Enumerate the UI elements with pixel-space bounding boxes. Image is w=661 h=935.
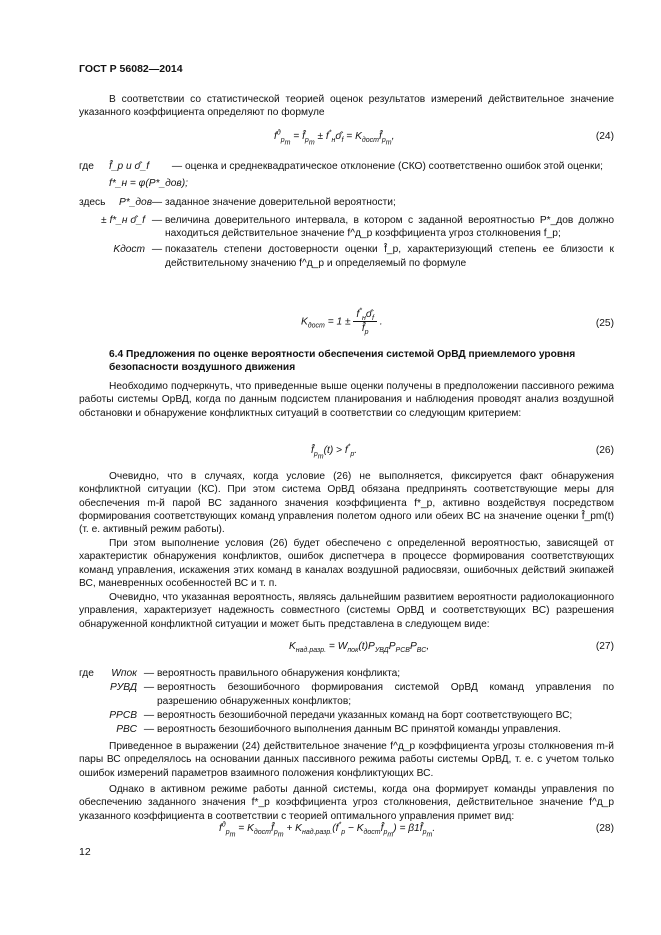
fraction-numerator: $f^*_н\sigmâ_f$ xyxy=(353,308,377,322)
section-title: 6.4 Предложения по оценке вероятности обеспечения системой ОрВД приемлемого уровня безопасности воздушного движения xyxy=(109,349,576,374)
equation-27 xyxy=(79,640,614,662)
fraction-denominator: $f̂_p$ xyxy=(361,323,369,337)
def-row xyxy=(79,177,614,190)
paragraph-text: При этом выполнение условия (26) будет обеспечено с определенной вероятностью, зависящей от характеристик обнаружения конфликтов, ошибок диспетчера в процессе формирования соответствующих команд управления, искажения этих команд в каналах воздушной радиосвязи, ошибочных действий экипажей ВС, маневренных особенностей ВС и т. п. xyxy=(79,538,614,589)
dash: — xyxy=(143,682,155,694)
equation-number: (25) xyxy=(595,318,614,329)
def-text: вероятность безошибочного выполнения данным ВС принятой команды управления. xyxy=(157,724,561,736)
def-label: здесь xyxy=(79,196,106,208)
equation-24 xyxy=(79,130,614,152)
def-row xyxy=(79,196,614,209)
def-label xyxy=(79,243,99,270)
def-label xyxy=(79,709,99,722)
paragraph-3 xyxy=(79,470,614,536)
paragraph-text: Приведенное в выражении (24) действительное значение f^д_p коэффициента угрозы столкновения m-й пары ВС определялось на основании данных пассивного режима работы системы ОрВД, т. е. с учетом только ошибок измерений параметров взаимного положения конфликтующих ВС. xyxy=(79,741,614,779)
equation-number: (24) xyxy=(595,131,614,142)
equation-number: (27) xyxy=(595,641,614,652)
def-text: показатель степени достоверности оценки f̂_p, характеризующий степень ее близости к действительному значению f^д_p и определяемый по формуле xyxy=(165,244,614,269)
paragraph-text: Очевидно, что в случаях, когда условие (26) не выполняется, фиксируется факт обнаружения конфликтной ситуации (КС). При этом система ОрВД обязана предпринять соответствующие меры для обеспечения m-й парой ВС заданного значения коэффициента f*_p, активно воздействуя посредством формирования соответствующих команд управления полетом одного или обеих ВС на значение оценки f̂_pm(t) (т. е. активный режим работы). xyxy=(79,471,614,536)
def-text: заданное значение доверительной вероятности; xyxy=(165,196,396,208)
def-row xyxy=(79,681,614,708)
def-symbol: PВС xyxy=(116,724,137,736)
def-symbol: PУВД xyxy=(109,682,137,694)
def-symbol: ± f*_н σ̂_f xyxy=(101,214,145,226)
paragraph-text: Однако в активном режиме работы данной системы, когда она формирует команды управления по обеспечению заданного значения f*_p коэффициента угроз столкновения, действительное значение f^д_p указанного коэффициента в соответствии с теорией оптимального управления примет вид: xyxy=(79,784,614,822)
def-text: оценка и среднеквадратическое отклонение (СКО) соответственно ошибок этой оценки; xyxy=(185,161,603,172)
def-row xyxy=(79,214,614,241)
def-row xyxy=(79,723,614,736)
def-symbol: f̂_p и σ̂_f xyxy=(109,161,150,172)
def-label: где xyxy=(79,161,94,172)
def-symbol: P*_дов xyxy=(119,196,153,208)
page-number: 12 xyxy=(79,846,91,858)
def-text: f*_н = φ(P*_дов); xyxy=(109,178,188,190)
paragraph-2 xyxy=(79,380,614,420)
equation-26 xyxy=(79,444,614,466)
definitions-2 xyxy=(79,667,614,736)
def-text: вероятность безошибочного формирования системой ОрВД команд управления по разрешению обнаруженных конфликтов; xyxy=(157,682,614,707)
equation-28-formula: $f^д_{p_m}$ = $K_{дост}f̂_{p_m} + K_{над.разр.}(f^*_p$ − $K_{дост}f̂_{p_m}$) = $\beta 1f̂_{p_m}$. xyxy=(219,821,436,839)
paragraph-text: Необходимо подчеркнуть, что приведенные выше оценки получены в предположении пассивного режима работы системы ОрВД, когда по данным подсистем планирования и наблюдения проводят анализ воздушной обстановки и обнаружение конфликтных ситуаций в соответствии со следующим критерием: xyxy=(79,381,614,419)
dash: — xyxy=(151,196,163,208)
paragraph-5 xyxy=(79,591,614,631)
def-label xyxy=(79,681,99,708)
paragraph-1 xyxy=(79,93,614,120)
paragraph-4 xyxy=(79,537,614,590)
def-label xyxy=(79,177,109,190)
dash: — xyxy=(143,724,155,736)
equation-number: (28) xyxy=(595,823,614,834)
paragraph-6 xyxy=(79,740,614,780)
def-symbol: Wпок xyxy=(111,668,137,679)
equation-25-formula: $K_{дост} = 1$ ± $\frac{f^*_н\sigmâ_f}{f̂_p}$ . xyxy=(301,307,383,337)
equation-number: (26) xyxy=(595,445,614,456)
equation-26-formula: $f̂_{p_m}(t) > f^*_p$. xyxy=(311,443,358,461)
dash: — xyxy=(143,709,155,721)
def-label xyxy=(79,723,99,736)
equation-25 xyxy=(79,308,614,340)
dash: — xyxy=(151,244,163,256)
def-row xyxy=(79,243,614,270)
def-text: вероятность правильного обнаружения конфликта; xyxy=(157,668,401,679)
paragraph-text: Очевидно, что указанная вероятность, являясь дальнейшим развитием вероятности радиолокационного управления, характеризует надежность совместного (системы ОрВД и соответствующих ВС) разрешения обнаруженной конфликтной ситуации и может быть представлена в следующем виде: xyxy=(79,592,614,630)
def-symbol: PРСВ xyxy=(109,709,137,721)
dash: — xyxy=(143,668,155,679)
paragraph-7 xyxy=(79,783,614,823)
definitions-1 xyxy=(79,160,614,270)
def-label xyxy=(79,214,99,241)
dash: — xyxy=(171,161,183,172)
def-label: где xyxy=(79,668,94,679)
def-text: величина доверительного интервала, в котором с заданной вероятностью P*_дов должно находиться действительное значение f^д_p коэффициента угроз столкновения f_p; xyxy=(165,214,614,240)
document-header: ГОСТ Р 56082—2014 xyxy=(79,63,183,75)
def-text: вероятность безошибочной передачи указанных команд на борт соответствующего ВС; xyxy=(157,709,573,721)
def-row xyxy=(79,709,614,722)
def-symbol: Kдост xyxy=(113,244,145,256)
equation-27-formula: $K_{над.разр.} = W_{пок}(t)P_{УВД}P_{РСВ}P_{ВС}$, xyxy=(289,641,430,655)
def-row xyxy=(79,667,614,680)
section-heading xyxy=(79,348,614,375)
dash: — xyxy=(151,214,163,226)
def-row xyxy=(79,160,614,173)
paragraph-text: В соответствии со статистической теорией оценок результатов измерений действительное значение указанного коэффициента определяют по формуле xyxy=(79,94,614,119)
equation-28 xyxy=(79,822,614,844)
fraction xyxy=(353,308,377,336)
equation-24-formula: $f^д_{p_m}$ = $f̂_{p_m}$ ± $f^*_н\sigmâ_f$ = $K_{дост}f̂_{p_m}$, xyxy=(274,129,395,147)
